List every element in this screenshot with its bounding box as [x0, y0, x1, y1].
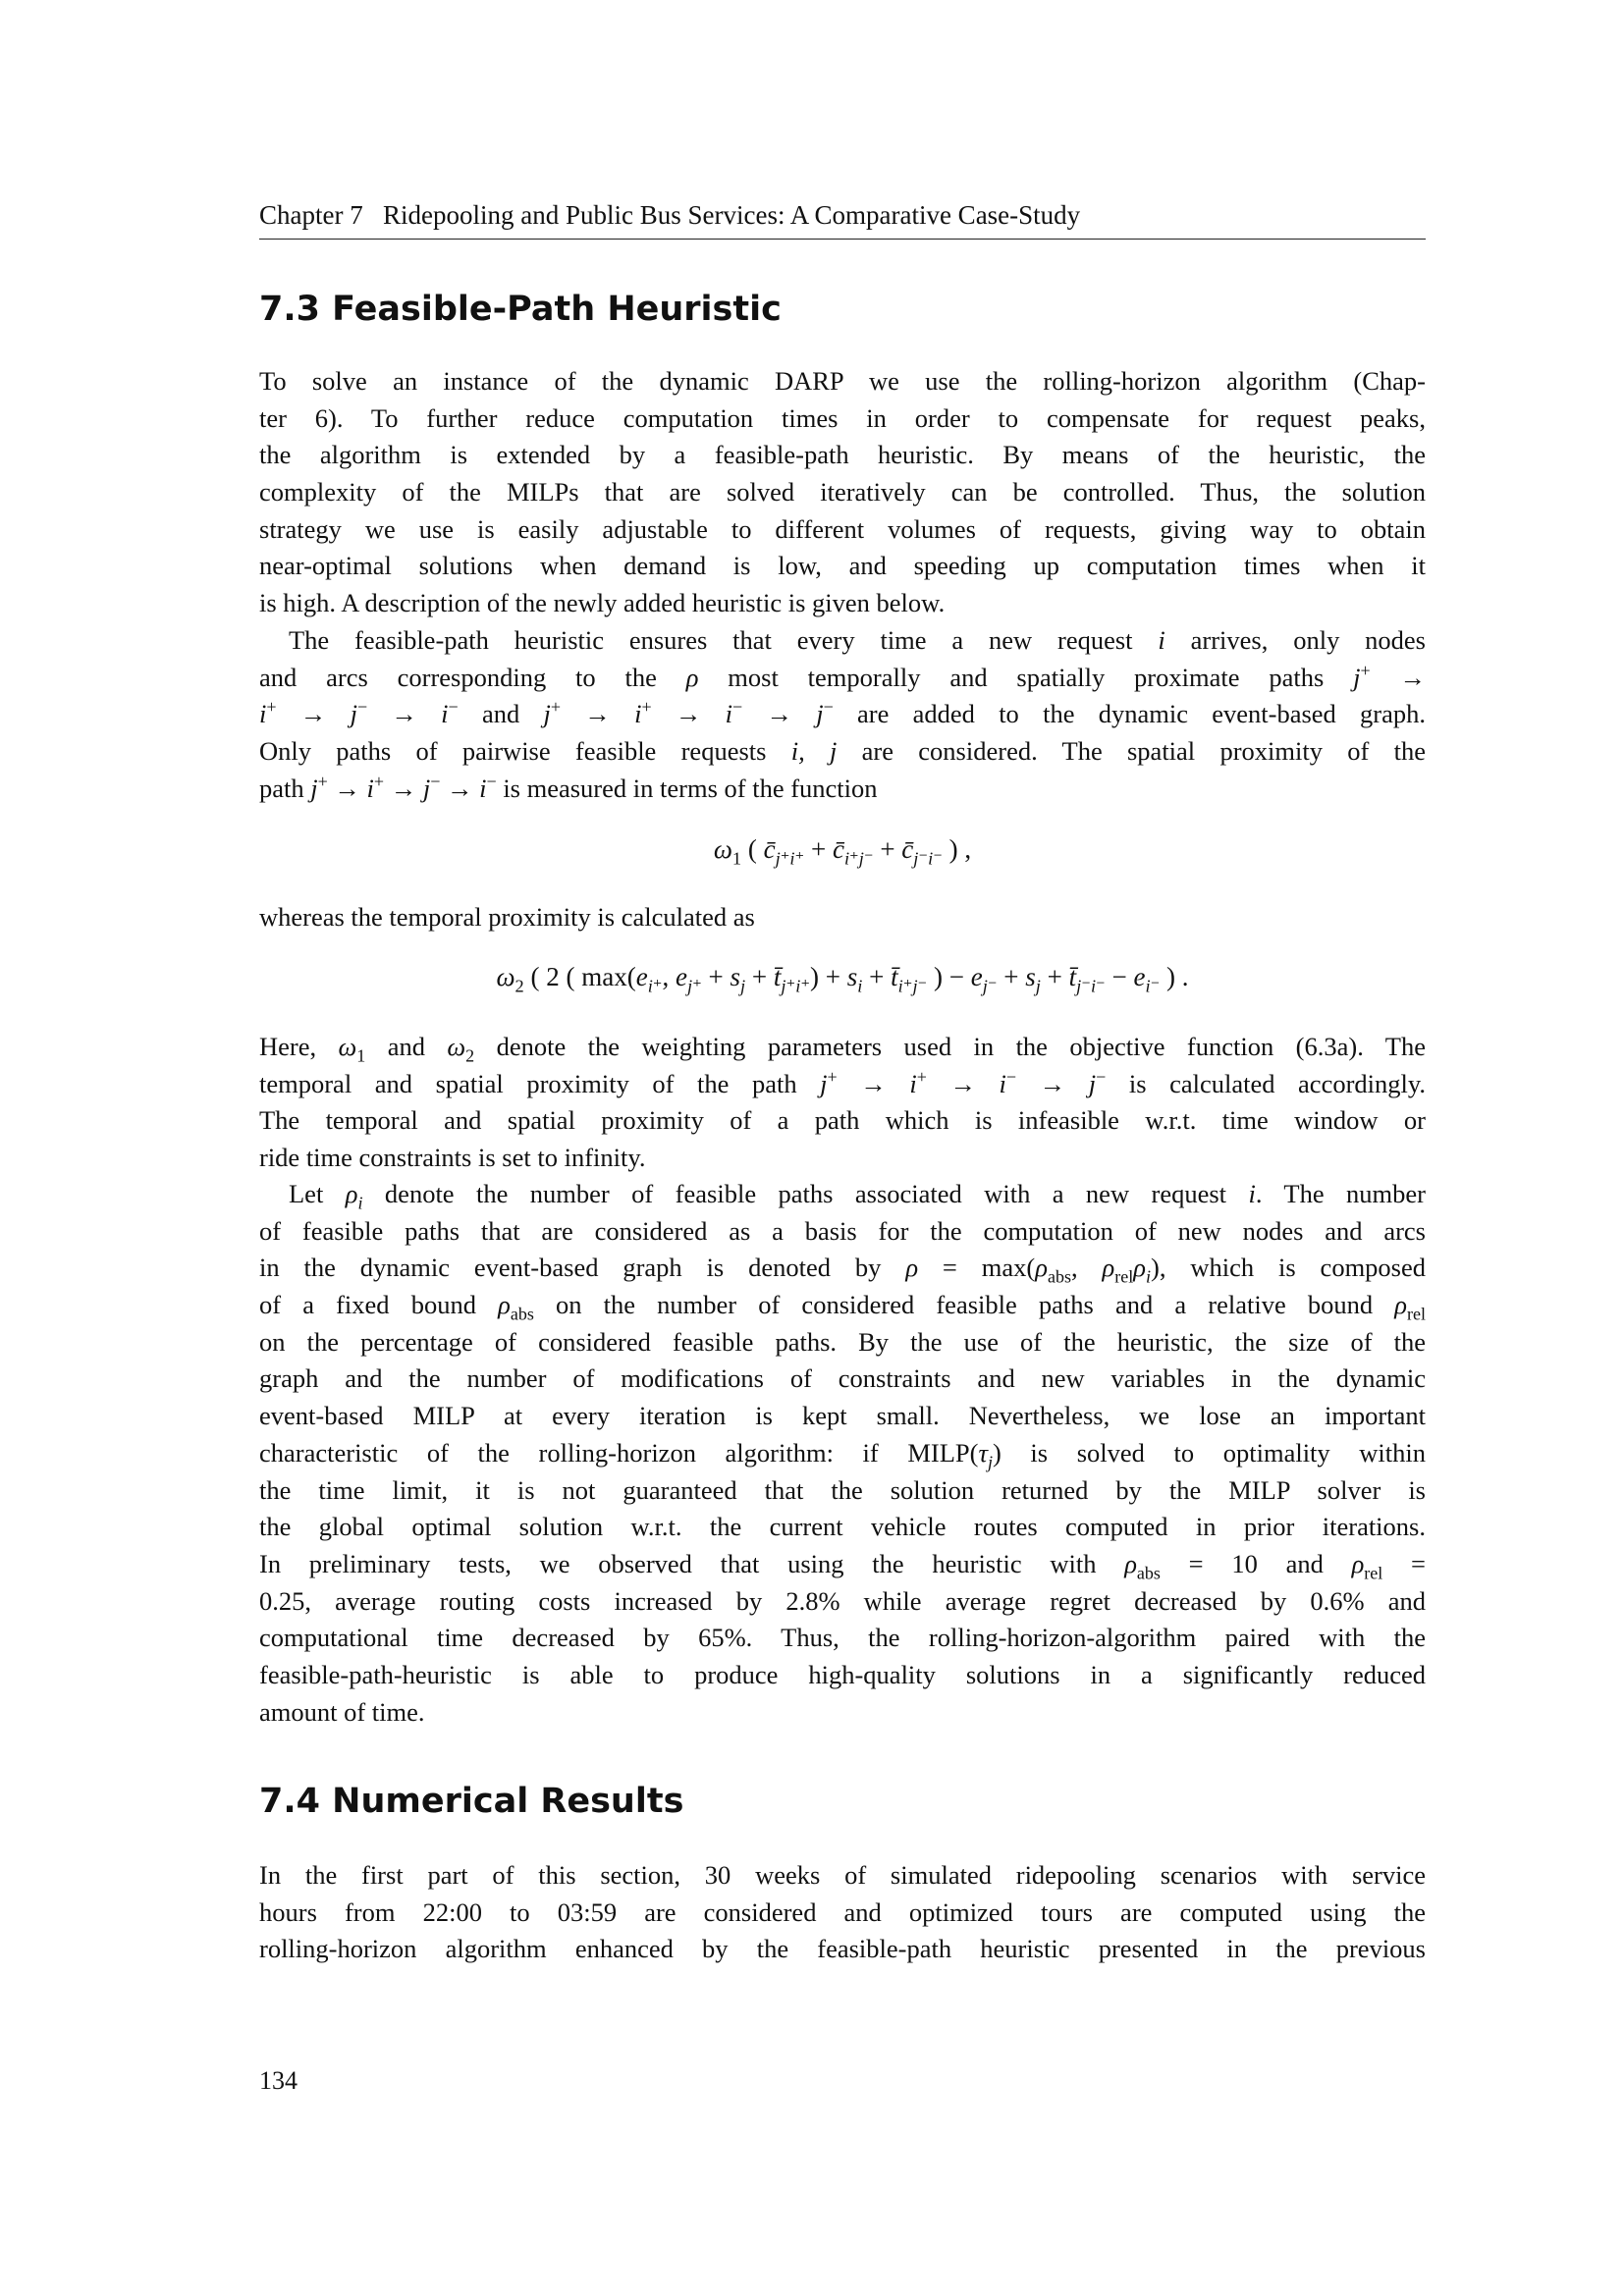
math-fragment: i: [259, 699, 267, 729]
math-fragment: i: [857, 976, 863, 996]
math-fragment: i: [897, 976, 903, 996]
math-fragment: −: [732, 697, 743, 718]
math-fragment: i⁺j⁻: [897, 976, 928, 996]
math-fragment: abs: [1047, 1266, 1071, 1287]
math-fragment: +: [550, 697, 562, 718]
math-fragment: j: [543, 699, 551, 729]
math-fragment: i⁺: [647, 976, 663, 996]
text-line: of feasible paths that are considered as a basis for the computation of new nodes and arcs: [259, 1215, 1426, 1246]
text-line: rolling-horizon algorithm enhanced by the feasible-path heuristic presented in the previous: [259, 1934, 1426, 1964]
math-fragment: e: [635, 962, 648, 991]
math-fragment: +: [266, 697, 277, 718]
math-fragment: j: [1088, 1068, 1097, 1098]
header-title: Ridepooling and Public Bus Services: A Comparative Case-Study: [382, 200, 1081, 230]
section-heading-7-4: 7.4 Numerical Results: [259, 1782, 684, 1821]
text-line: is high. A description of the newly added heuristic is given below.: [259, 588, 946, 618]
math-fragment: j: [775, 848, 781, 869]
math-fragment: i: [357, 1193, 363, 1213]
paragraph-2: [259, 622, 1426, 807]
math-fragment: s: [846, 962, 858, 991]
math-fragment: t̄: [891, 962, 898, 991]
math-fragment: ρ: [498, 1290, 511, 1320]
math-fragment: abs: [510, 1304, 534, 1324]
math-fragment: −: [823, 697, 834, 718]
math-fragment: j⁻i⁻: [1076, 976, 1106, 996]
text-line: whereas the temporal proximity is calculated as: [259, 902, 755, 932]
math-fragment: τ: [978, 1437, 988, 1468]
math-fragment: t̄: [773, 962, 782, 991]
math-fragment: ρ: [1133, 1253, 1146, 1283]
math-fragment: [357, 1193, 362, 1212]
math-fragment: −: [448, 697, 459, 718]
math-fragment: 1: [356, 1045, 366, 1066]
text-line: near-optimal solutions when demand is low, and speeding up computation times when it: [259, 551, 1426, 581]
text-line: the global optimal solution w.r.t. the current vehicle routes computed in prior iterations.: [259, 1512, 1426, 1542]
math-fragment: j: [913, 848, 919, 869]
math-fragment: j: [1035, 976, 1041, 996]
math-fragment: i: [366, 773, 374, 803]
math-fragment: j⁻: [982, 976, 998, 996]
text-line: hours from 22:00 to 03:59 are considered and optimized tours are computed using the: [259, 1896, 1426, 1927]
math-fragment: −: [356, 697, 368, 718]
paragraph-3: [259, 1029, 1426, 1177]
text-line: the algorithm is extended by a feasible-path heuristic. By means of the heuristic, the: [259, 440, 1426, 470]
math-fragment: j⁻i⁻: [913, 848, 943, 869]
math-fragment: j⁺: [686, 976, 702, 996]
math-fragment: j⁺i⁺: [781, 976, 811, 996]
math-fragment: [988, 1452, 993, 1471]
text-line: ter 6). To further reduce computation times in order to compensate for request peaks,: [259, 402, 1426, 433]
math-fragment: +: [916, 1066, 927, 1087]
text-line: 0.25, average routing costs increased by 2.8% while average regret decreased by 0.6% and: [259, 1585, 1426, 1616]
text-line: and arcs corresponding to the ρ most temporally and spatially proximate paths j+ →: [259, 660, 1426, 692]
math-fragment: rel: [1406, 1304, 1426, 1324]
text-line: characteristic of the rolling-horizon algorithm: if $MILP(\tau_j)$ is solved to optimality within: [259, 1437, 1426, 1472]
math-fragment: 2: [514, 976, 524, 996]
text-line: strategy we use is easily adjustable to different volumes of requests, giving way to obtain: [259, 513, 1426, 544]
math-fragment: [1146, 1267, 1151, 1287]
math-fragment: +: [827, 1066, 838, 1087]
math-fragment: ρ: [685, 662, 699, 692]
text-line: feasible-path-heuristic is able to produce high-quality solutions in a significantly reduced: [259, 1659, 1426, 1689]
math-fragment: i: [441, 699, 449, 729]
math-fragment: i: [479, 773, 487, 803]
text-line: temporal and spatial proximity of the path j+ → i+ → i− → j− is calculated accordingly.: [259, 1066, 1427, 1098]
math-fragment: i: [1158, 625, 1165, 655]
math-fragment: e: [1133, 962, 1146, 991]
paragraph-4: [259, 1176, 1426, 1731]
math-fragment: j: [1076, 976, 1082, 996]
math-fragment: +: [1360, 660, 1371, 680]
math-fragment: i: [843, 848, 850, 869]
math-fragment: rel: [1114, 1266, 1134, 1287]
math-fragment: ω: [338, 1032, 357, 1061]
math-fragment: rel: [1364, 1563, 1383, 1583]
math-fragment: ρ: [1035, 1253, 1048, 1283]
text-line: of a fixed bound $\rho_{abs}$ on the number of considered feasible paths and a relative bound $\rho_{rel}$: [259, 1290, 1426, 1324]
math-fragment: j: [1353, 662, 1361, 692]
math-fragment: c̄: [832, 834, 844, 864]
math-fragment: j: [781, 976, 786, 996]
text-line: graph and the number of modifications of constraints and new variables in the dynamic: [259, 1363, 1426, 1394]
text-line: path j+ → i+ → j− → i− is measured in terms of the function: [259, 771, 878, 803]
math-fragment: j: [310, 773, 318, 803]
math-fragment: +: [373, 771, 385, 791]
math-fragment: j: [912, 976, 918, 996]
math-fragment: i: [789, 848, 795, 869]
text-line: Let $\rho_i$ denote the number of feasible paths associated with a new request i. The number: [289, 1179, 1426, 1213]
math-fragment: j: [987, 1452, 993, 1472]
text-line: computational time decreased by 65%. Thus, the rolling-horizon-algorithm paired with the: [259, 1623, 1426, 1653]
math-fragment: e: [970, 962, 983, 991]
text-line: on the percentage of considered feasible paths. By the use of the heuristic, the size of the: [259, 1326, 1426, 1357]
math-fragment: 1: [731, 848, 742, 869]
paragraph-1: [259, 363, 1426, 622]
text-line: Here, $\omega_1$ and $\omega_2$ denote the weighting parameters used in the objective function (6.3a). The: [259, 1032, 1426, 1066]
math-fragment: e: [676, 962, 687, 991]
math-fragment: 2: [465, 1045, 475, 1066]
math-fragment: j: [982, 976, 988, 996]
math-fragment: i: [1248, 1179, 1256, 1208]
math-fragment: ρ: [1102, 1253, 1115, 1283]
math-fragment: ρ: [1124, 1548, 1137, 1578]
math-fragment: j⁺i⁺: [775, 848, 805, 869]
math-fragment: t̄: [1068, 962, 1077, 991]
equation-temporal-proximity: $\omega_2$ ( 2 ( $\max(e_{i^+}$, $e_{j^+} + s_j$ + $t̄_{j^+i^+}) + s_i$ + $t̄_{i^+j^-}$ ) − $e_{j^-} + s_j$ + $t̄_{j^-i^-} - e_{i^-}$ ) .: [496, 962, 1189, 996]
math-fragment: j: [816, 699, 824, 729]
text-line: complexity of the MILPs that are solved iteratively can be controlled. Thus, the solution: [259, 477, 1426, 507]
header-rule: [259, 239, 1426, 240]
math-fragment: s: [1025, 962, 1036, 991]
math-fragment: ρ: [905, 1253, 919, 1283]
math-fragment: ω: [496, 962, 515, 991]
equation-spatial-proximity: $\omega_1$ ( $c̄_{j^+i^+}$ + $c̄_{i^+j^-}$ + $c̄_{j^-i^-}$ ) ,: [713, 834, 972, 869]
page-number: 134: [259, 2066, 298, 2095]
math-fragment: i: [999, 1068, 1006, 1098]
math-fragment: ρ: [1351, 1548, 1365, 1578]
math-fragment: c̄: [763, 834, 776, 864]
math-fragment: i: [1145, 976, 1151, 996]
paragraph-between: [259, 899, 1426, 936]
math-fragment: i: [647, 976, 653, 996]
math-fragment: ω: [447, 1032, 466, 1061]
header-chapter: Chapter 7: [259, 200, 363, 230]
text-line: In preliminary tests, we observed that using the heuristic with $\rho_{abs} = 10$ and $\rho_{rel}$ =: [259, 1548, 1426, 1583]
math-fragment: i: [795, 976, 801, 996]
math-fragment: [740, 976, 745, 995]
math-fragment: j: [350, 699, 357, 729]
text-line: To solve an instance of the dynamic DARP we use the rolling-horizon algorithm (Chap-: [259, 366, 1426, 396]
text-line: amount of time.: [259, 1696, 425, 1727]
text-line: The feasible-path heuristic ensures that every time a new request i arrives, only nodes: [289, 625, 1426, 655]
math-fragment: ρ: [345, 1179, 358, 1208]
math-fragment: c̄: [901, 834, 914, 864]
math-fragment: j: [740, 976, 746, 996]
section-heading-7-3: 7.3 Feasible-Path Heuristic: [259, 290, 782, 329]
math-fragment: j: [686, 976, 693, 996]
text-line: In the first part of this section, 30 weeks of simulated ridepooling scenarios with service: [259, 1860, 1426, 1890]
math-fragment: i: [1090, 976, 1097, 996]
text-line: the time limit, it is not guaranteed that the solution returned by the MILP solver is: [259, 1474, 1426, 1505]
math-fragment: +: [317, 771, 328, 791]
text-line: ride time constraints is set to infinity.: [259, 1143, 646, 1173]
math-fragment: i: [634, 699, 642, 729]
text-line: in the dynamic event-based graph is denoted by $\rho = \max(\rho_{abs}$, $\rho_{rel}\rho_i$), which is composed: [259, 1253, 1427, 1287]
math-fragment: +: [641, 697, 652, 718]
math-fragment: ρ: [1394, 1290, 1407, 1320]
math-fragment: abs: [1136, 1563, 1161, 1583]
math-fragment: i⁺j⁻: [843, 848, 874, 869]
math-fragment: [1036, 976, 1041, 995]
math-fragment: i⁻: [1145, 976, 1161, 996]
text-line: i+ → j− → i− and j+ → i+ → i− → j− are added to the dynamic event-based graph.: [259, 697, 1427, 729]
math-fragment: j: [858, 848, 864, 869]
math-fragment: [857, 976, 862, 995]
math-fragment: i: [928, 848, 934, 869]
text-line: event-based MILP at every iteration is kept small. Nevertheless, we lose an important: [259, 1401, 1426, 1431]
math-fragment: −: [486, 771, 497, 791]
math-fragment: j: [422, 773, 431, 803]
text-line: Only paths of pairwise feasible requests i, j are considered. The spatial proximity of the: [259, 736, 1426, 767]
math-fragment: i: [909, 1068, 917, 1098]
math-fragment: ω: [713, 834, 732, 864]
math-fragment: s: [730, 962, 741, 991]
running-header: [259, 200, 1080, 231]
math-fragment: −: [1096, 1066, 1107, 1087]
math-fragment: i: [1145, 1266, 1151, 1287]
math-fragment: i, j: [790, 736, 838, 767]
math-fragment: −: [430, 771, 441, 791]
math-fragment: −: [1005, 1066, 1017, 1087]
text-line: The temporal and spatial proximity of a path which is infeasible w.r.t. time window or: [259, 1105, 1426, 1136]
paragraph-5: [259, 1857, 1426, 1968]
math-fragment: i: [725, 699, 733, 729]
math-fragment: j: [820, 1068, 828, 1098]
